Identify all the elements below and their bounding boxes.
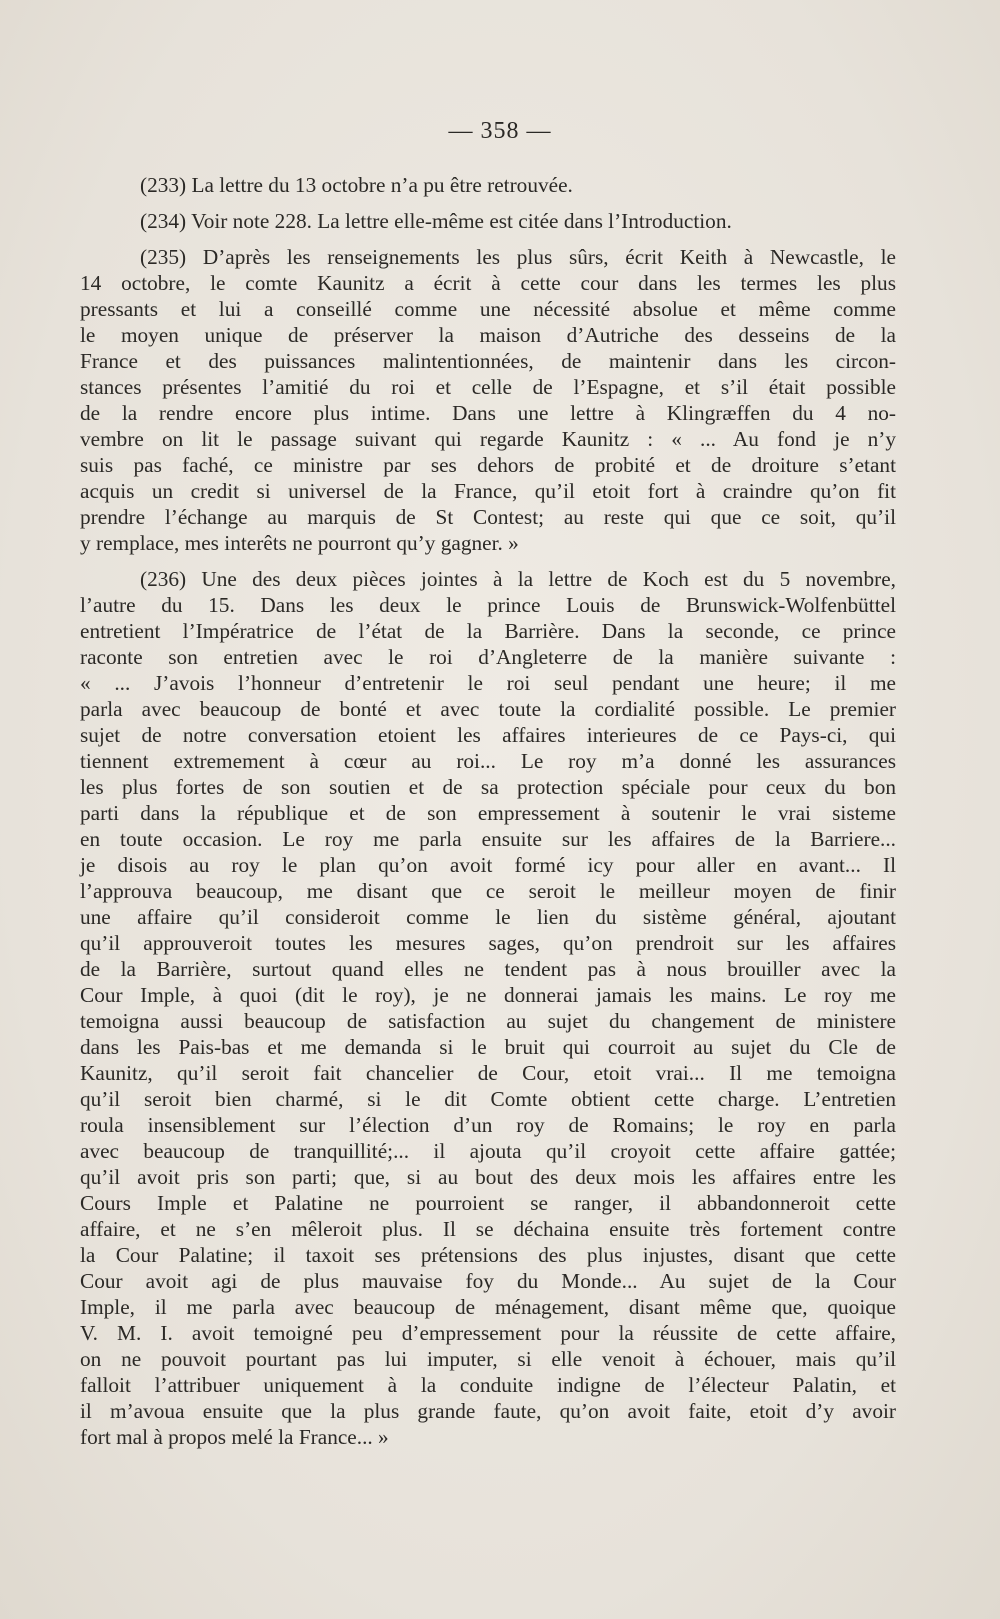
text-line: vembre on lit le passage suivant qui regarde Kaunitz : « ... Au fond je n’y <box>80 427 896 451</box>
text-line: affaire, et ne s’en mêleroit plus. Il se déchaina ensuite très fortement contre <box>80 1217 896 1241</box>
text-line: Cour avoit agi de plus mauvaise foy du Monde... Au sujet de la Cour <box>80 1269 896 1293</box>
text-line: « ... J’avois l’honneur d’entretenir le roi seul pendant une heure; il me <box>80 671 896 695</box>
text-line: il m’avoua ensuite que la plus grande faute, qu’on avoit faite, etoit d’y avoir <box>80 1399 896 1423</box>
text-line: qu’il avoit pris son parti; que, si au bout des deux mois les affaires entre les <box>80 1165 896 1189</box>
text-line: (235) D’après les renseignements les plus sûrs, écrit Keith à Newcastle, le <box>140 245 896 269</box>
text-line: parla avec beaucoup de bonté et avec toute la cordialité possible. Le premier <box>80 697 896 721</box>
text-line: France et des puissances malintentionnées, de maintenir dans les circon- <box>80 349 896 373</box>
text-line: entretient l’Impératrice de l’état de la Barrière. Dans la seconde, ce prince <box>80 619 896 643</box>
text-line: Cours Imple et Palatine ne pourroient se ranger, il abbandonneroit cette <box>80 1191 896 1215</box>
text-line: 14 octobre, le comte Kaunitz a écrit à cette cour dans les termes les plus <box>80 271 896 295</box>
text-line: roula insensiblement sur l’élection d’un roy de Romains; le roy en parla <box>80 1113 896 1137</box>
text-line: temoigna aussi beaucoup de satisfaction au sujet du changement de ministere <box>80 1009 896 1033</box>
text-line: (234) Voir note 228. La lettre elle-même est citée dans l’Introduction. <box>140 209 732 233</box>
text-line: fort mal à propos melé la France... » <box>80 1425 389 1449</box>
text-line: (233) La lettre du 13 octobre n’a pu être retrouvée. <box>140 173 573 197</box>
text-line: sujet de notre conversation etoient les affaires interieures de ce Pays-ci, qui <box>80 723 896 747</box>
footnote <box>80 172 896 198</box>
footnote <box>80 208 896 234</box>
footnote <box>80 244 896 556</box>
footnote <box>80 566 896 1450</box>
text-line: Imple, il me parla avec beaucoup de ménagement, disant même que, quoique <box>80 1295 896 1319</box>
text-line: acquis un credit si universel de la France, qu’il etoit fort à craindre qu’on fit <box>80 479 896 503</box>
text-line: prendre l’échange au marquis de St Contest; au reste qui que ce soit, qu’il <box>80 505 896 529</box>
text-line: tiennent extremement à cœur au roi... Le roy m’a donné les assurances <box>80 749 896 773</box>
text-line: raconte son entretien avec le roi d’Angleterre de la manière suivante : <box>80 645 896 669</box>
text-line: parti dans la république et de son empressement à soutenir le vrai sisteme <box>80 801 896 825</box>
text-line: Cour Imple, à quoi (dit le roy), je ne donnerai jamais les mains. Le roy me <box>80 983 896 1007</box>
text-line: de la Barrière, surtout quand elles ne tendent pas à nous brouiller avec la <box>80 957 896 981</box>
text-line: Kaunitz, qu’il seroit fait chancelier de Cour, etoit vrai... Il me temoigna <box>80 1061 896 1085</box>
text-line: de la rendre encore plus intime. Dans une lettre à Klingræffen du 4 no- <box>80 401 896 425</box>
text-line: la Cour Palatine; il taxoit ses prétensions des plus injustes, disant que cette <box>80 1243 896 1267</box>
text-line: qu’il seroit bien charmé, si le dit Comte obtient cette charge. L’entretien <box>80 1087 896 1111</box>
text-line: qu’il approuveroit toutes les mesures sages, qu’on prendroit sur les affaires <box>80 931 896 955</box>
text-line: l’approuva beaucoup, me disant que ce seroit le meilleur moyen de finir <box>80 879 896 903</box>
text-line: avec beaucoup de tranquillité;... il ajouta qu’il croyoit cette affaire gattée; <box>80 1139 896 1163</box>
text-line: stances présentes l’amitié du roi et celle de l’Espagne, et s’il était possible <box>80 375 896 399</box>
text-line: y remplace, mes interêts ne pourront qu’y gagner. » <box>80 531 519 555</box>
text-line: on ne pouvoit pourtant pas lui imputer, si elle venoit à échouer, mais qu’il <box>80 1347 896 1371</box>
text-line: pressants et lui a conseillé comme une nécessité absolue et même comme <box>80 297 896 321</box>
text-line: (236) Une des deux pièces jointes à la lettre de Koch est du 5 novembre, <box>140 567 896 591</box>
text-line: je disois au roy le plan qu’on avoit formé icy pour aller en avant... Il <box>80 853 896 877</box>
page-number: — 358 — <box>448 118 552 144</box>
text-line: une affaire qu’il consideroit comme le lien du sistème général, ajoutant <box>80 905 896 929</box>
text-line: le moyen unique de préserver la maison d’Autriche des desseins de la <box>80 323 896 347</box>
footnotes <box>80 172 896 1460</box>
text-line: l’autre du 15. Dans les deux le prince Louis de Brunswick-Wolfenbüttel <box>80 593 896 617</box>
text-line: en toute occasion. Le roy me parla ensuite sur les affaires de la Barriere... <box>80 827 896 851</box>
text-line: V. M. I. avoit temoigné peu d’empressement pour la réussite de cette affaire, <box>80 1321 896 1345</box>
text-line: dans les Pais-bas et me demanda si le bruit qui courroit au sujet du Cle de <box>80 1035 896 1059</box>
text-line: les plus fortes de son soutien et de sa protection spéciale pour ceux du bon <box>80 775 896 799</box>
text-line: suis pas faché, ce ministre par ses dehors de probité et de droiture s’etant <box>80 453 896 477</box>
text-line: falloit l’attribuer uniquement à la conduite indigne de l’électeur Palatin, et <box>80 1373 896 1397</box>
